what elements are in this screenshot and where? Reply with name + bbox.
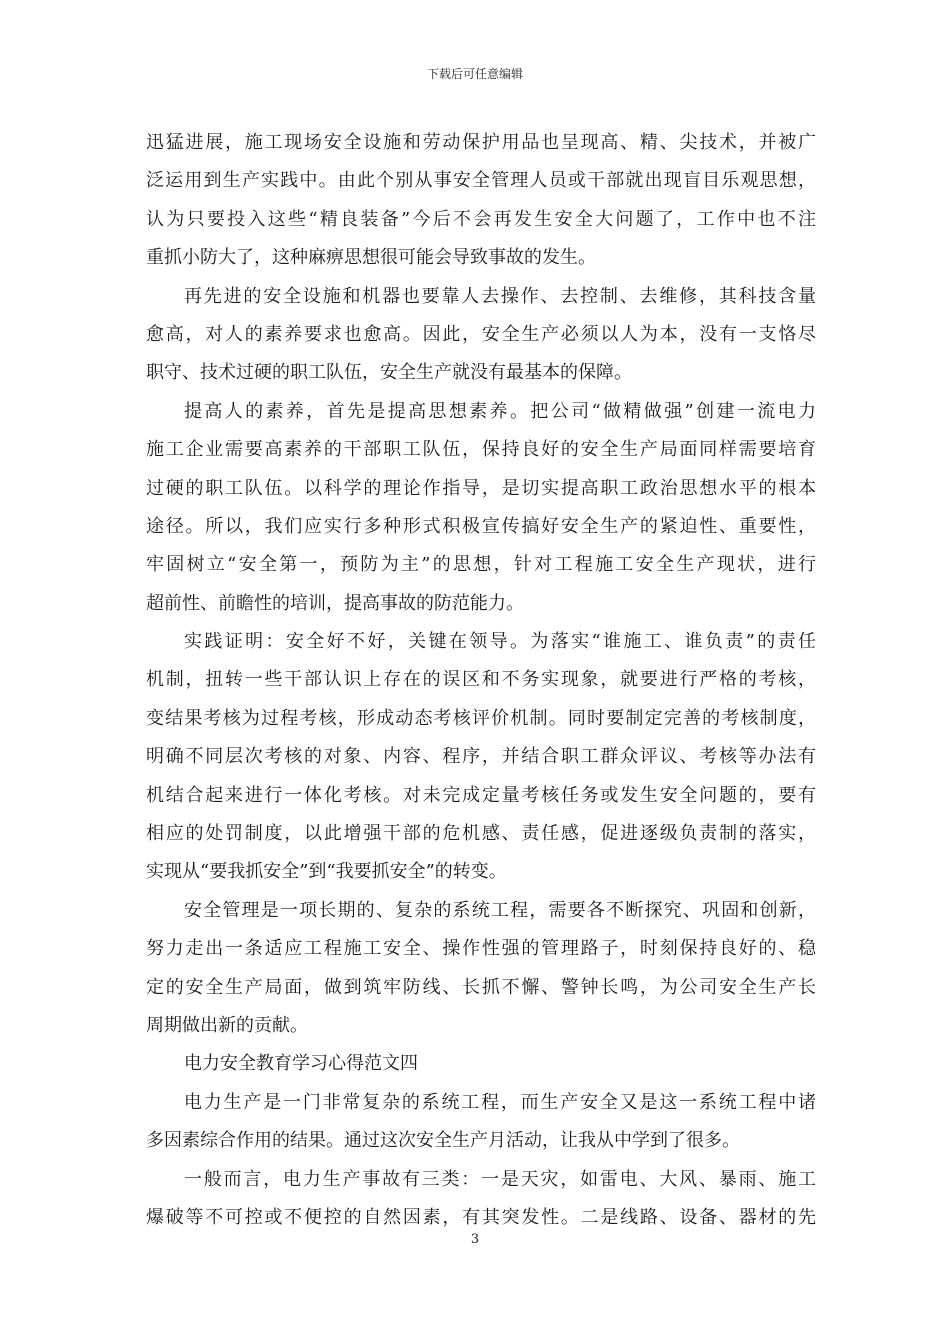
text-line: 多因素综合作用的结果。通过这次安全生产月活动，让我从中学到了很多。 (146, 1130, 740, 1152)
text-line: 施工企业需要高素养的干部职工队伍，保持良好的安全生产局面同样需要培育 (146, 439, 816, 461)
text-line: 愈高，对人的素养要求也愈高。因此，安全生产必须以人为本，没有一支恪尽 (146, 323, 816, 345)
text-line: 职守、技术过硬的职工队伍，安全生产就没有最基本的保障。 (146, 362, 632, 384)
document-body (146, 124, 816, 1237)
text-line: 牢固树立“安全第一，预防为主”的思想，针对工程施工安全生产现状，进行 (146, 554, 816, 576)
text-line: 过硬的职工队伍。以科学的理论作指导，是切实提高职工政治思想水平的根本 (146, 477, 816, 499)
page-number: 3 (470, 1232, 480, 1247)
text-line: 明确不同层次考核的对象、内容、程序，并结合职工群众评议、考核等办法有 (146, 746, 816, 768)
text-line: 再先进的安全设施和机器也要靠人去操作、去控制、去维修，其科技含量 (184, 285, 816, 307)
text-line: 相应的处罚制度，以此增强干部的危机感、责任感，促进逐级负责制的落实， (146, 823, 816, 845)
text-line: 实现从“要我抓安全”到“我要抓安全”的转变。 (146, 861, 507, 883)
text-line: 努力走出一条适应工程施工安全、操作性强的管理路子，时刻保持良好的、稳 (146, 938, 816, 960)
text-line: 电力安全教育学习心得范文四 (184, 1053, 418, 1075)
text-line: 认为只要投入这些“精良装备”今后不会再发生安全大问题了，工作中也不注 (146, 208, 816, 230)
text-line: 安全管理是一项长期的、复杂的系统工程，需要各不断探究、巩固和创新， (184, 899, 816, 921)
text-line: 变结果考核为过程考核，形成动态考核评价机制。同时要制定完善的考核制度， (146, 707, 816, 729)
text-line: 迅猛进展，施工现场安全设施和劳动保护用品也呈现高、精、尖技术，并被广 (146, 132, 816, 153)
text-line: 爆破等不可控或不便控的自然因素，有其突发性。二是线路、设备、器材的先 (146, 1206, 816, 1228)
text-line: 超前性、前瞻性的培训，提高事故的防范能力。 (146, 592, 524, 614)
page-header: 下载后可任意编辑 (426, 67, 523, 81)
text-line: 周期做出新的贡献。 (146, 1014, 308, 1036)
text-line: 电力生产是一门非常复杂的系统工程，而生产安全又是这一系统工程中诸 (184, 1091, 816, 1113)
text-line: 泛运用到生产实践中。由此个别从事安全管理人员或干部就出现盲目乐观思想， (146, 170, 816, 192)
text-line: 提高人的素养，首先是提高思想素养。把公司“做精做强”创建一流电力 (184, 400, 816, 422)
text-line: 实践证明：安全好不好，关键在领导。为落实“谁施工、谁负责”的责任 (184, 631, 816, 653)
text-line: 重抓小防大了，这种麻痹思想很可能会导致事故的发生。 (146, 247, 596, 269)
text-line: 一般而言，电力生产事故有三类：一是天灾，如雷电、大风、暴雨、施工 (184, 1168, 816, 1190)
text-line: 机结合起来进行一体化考核。对未完成定量考核任务或发生安全问题的，要有 (146, 784, 816, 806)
text-line: 途径。所以，我们应实行多种形式积极宣传搞好安全生产的紧迫性、重要性， (146, 515, 816, 537)
text-line: 定的安全生产局面，做到筑牢防线、长抓不懈、警钟长鸣，为公司安全生产长 (146, 976, 816, 998)
text-line: 机制，扭转一些干部认识上存在的误区和不务实现象，就要进行严格的考核， (146, 669, 816, 691)
